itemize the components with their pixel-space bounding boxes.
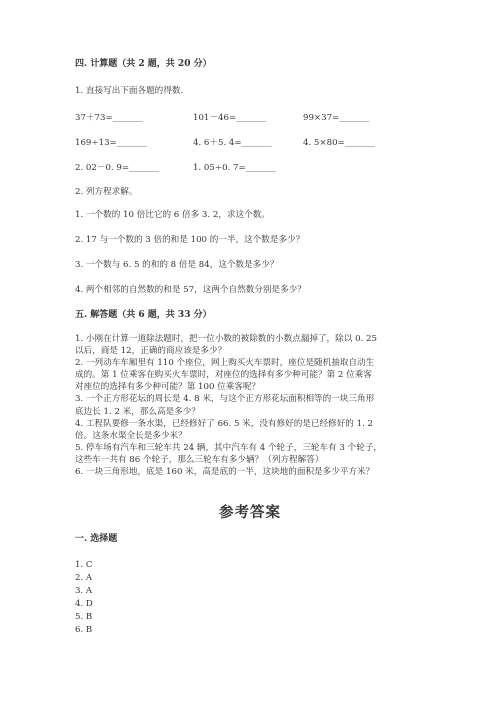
answer-item: 2. A — [75, 573, 93, 583]
calc-item: 4. 6＋5. 4=_______ — [193, 138, 272, 148]
answer-item: 1. C — [75, 560, 93, 570]
calc-item: 169÷13=_______ — [75, 138, 147, 148]
body-line: 底边长 1. 2 米，那么高是多少？ — [75, 406, 200, 417]
equation-item: 2. 17 与一个数的 3 倍的和是 100 的一半，这个数是多少？ — [75, 235, 305, 245]
answer-title: 参考答案 — [219, 504, 281, 521]
answer-item: 4. D — [75, 599, 93, 609]
section-5-title: 五. 解答题（共 6 题，共 33 分） — [75, 310, 212, 320]
answer-item: 3. A — [75, 586, 93, 596]
answer-section-title: 一. 选择题 — [75, 534, 118, 544]
section-4-title: 四. 计算题（共 2 题，共 20 分） — [75, 59, 212, 69]
equation-item: 4. 两个相邻的自然数的和是 57，这两个自然数分别是多少？ — [75, 285, 306, 295]
calc-item: 99×37=_______ — [303, 113, 370, 123]
body-line: 成的。第 1 位乘客在购买火车票时，对座位的选择有多少种可能？第 2 位乘客 — [75, 370, 372, 381]
equation-item: 3. 一个数与 6. 5 的和的 8 倍是 84，这个数是多少？ — [75, 260, 279, 270]
calc-item: 2. 02－0. 9=_______ — [75, 163, 160, 173]
body-line: 2. 一列动车车厢里有 110 个座位，网上购买火车票时，座位是随机抽取自动生 — [75, 358, 375, 369]
body-line: 对座位的选择有多少种可能？第 100 位乘客呢？ — [75, 382, 261, 393]
calc-item: 4. 5×80=_______ — [303, 138, 375, 148]
q1-title: 1. 直接写出下面各题的得数. — [75, 86, 184, 96]
answer-item: 5. B — [75, 612, 93, 622]
body-line: 以后，商是 12，正确的商应该是多少？ — [75, 346, 227, 357]
body-line: 倍。这条水渠全长是多少米？ — [75, 430, 187, 441]
calc-item: 1. 05÷0. 7=_______ — [193, 163, 276, 173]
body-line: 4. 工程队要修一条水渠，已经修好了 66. 5 米，没有修好的是已经修好的 1. 2 — [75, 418, 374, 429]
q2-title: 2. 列方程求解。 — [75, 187, 138, 197]
section-5-body — [75, 333, 433, 478]
body-line: 5. 停车场有汽车和三轮车共 24 辆，其中汽车有 4 个轮子，三轮车有 3 个轮子， — [75, 442, 383, 453]
body-line: 3. 一个正方形花坛的周长是 4. 8 米，与这个正方形花坛面积相等的一块三角形 — [75, 394, 375, 405]
body-line: 6. 一块三角形地，底是 160 米，高是底的一半，这块地的面积是多少平方米？ — [75, 467, 375, 478]
calc-item: 37＋73=_______ — [75, 113, 143, 123]
calc-item: 101－46=_______ — [193, 113, 267, 123]
body-line: 1. 小刚在计算一道除法题时，把一位小数的被除数的小数点漏掉了，除以 0. 25 — [75, 334, 377, 344]
equation-item: 1. 一个数的 10 倍比它的 6 倍多 3. 2，求这个数。 — [75, 210, 270, 220]
body-line: 这些车一共有 86 个轮子，那么三轮车有多少辆？（列方程解答） — [75, 454, 324, 465]
answer-item: 6. B — [75, 625, 93, 635]
